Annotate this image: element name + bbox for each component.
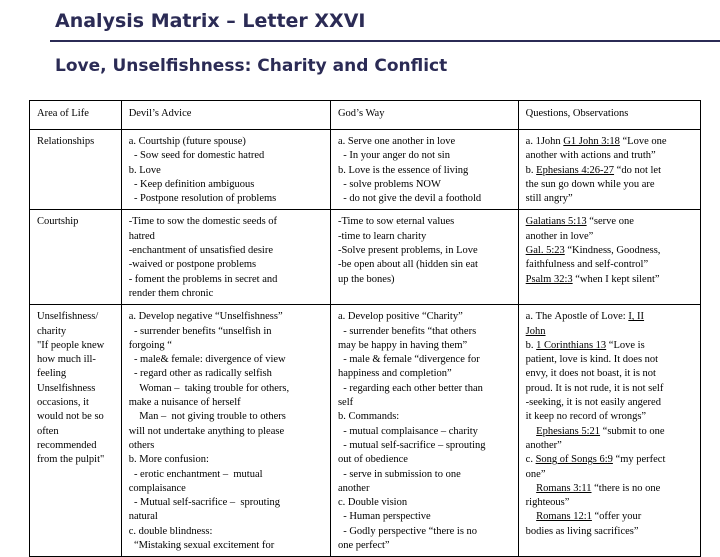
scripture-reference: 1 Corinthians 13	[536, 339, 607, 351]
column-header-area-of-life: Area of Life	[30, 101, 122, 130]
cell-line	[37, 396, 115, 410]
text-segment: occasions, it	[37, 397, 89, 409]
cell-line	[338, 325, 512, 339]
cell-line	[129, 149, 324, 163]
cell-line	[338, 353, 512, 367]
text-segment: - serve in submission to one	[337, 468, 461, 480]
cell-line	[526, 273, 694, 287]
cell-line	[129, 287, 324, 301]
cell-line	[129, 215, 324, 229]
text-segment: - foment the problems in secret and	[128, 273, 278, 285]
text-segment: - regard other as radically selfish	[128, 368, 272, 380]
text-segment: c.	[525, 454, 536, 466]
text-segment: make a nuisance of herself	[128, 397, 241, 409]
text-segment: - Sow seed for domestic hatred	[128, 150, 265, 162]
cell-line	[129, 396, 324, 410]
cell-line	[37, 339, 115, 353]
text-segment: Relationships	[37, 136, 95, 147]
cell-line	[129, 525, 324, 539]
cell-line	[129, 496, 324, 510]
cell-line	[338, 310, 512, 324]
cell-line	[526, 453, 694, 467]
scripture-reference: I, II	[628, 311, 645, 323]
text-segment: render them chronic	[128, 287, 214, 299]
text-segment: another”	[525, 439, 562, 451]
cell-unselfishness-gods-way	[330, 305, 518, 557]
cell-courtship-devils-advice	[121, 210, 330, 305]
cell-line	[526, 439, 694, 453]
cell-line	[338, 482, 512, 496]
text-segment: complaisance	[128, 482, 186, 494]
cell-line	[129, 339, 324, 353]
text-segment: -seeking, it is not easily angered	[525, 397, 661, 409]
page-title: Analysis Matrix – Letter XXVI	[55, 10, 366, 32]
cell-line	[338, 468, 512, 482]
cell-line	[338, 525, 512, 539]
cell-line	[526, 215, 694, 229]
cell-line	[338, 396, 512, 410]
text-segment: “Mistaking sexual excitement for	[128, 540, 275, 552]
cell-line	[338, 539, 512, 553]
scripture-reference: Psalm 32:3	[525, 273, 573, 285]
cell-line	[526, 396, 694, 410]
text-segment: c. Double vision	[337, 497, 408, 509]
cell-line	[37, 353, 115, 367]
cell-line	[526, 135, 694, 149]
cell-line	[338, 273, 512, 287]
text-segment: faithfulness and self-control”	[525, 259, 649, 271]
text-segment: would not be so	[37, 411, 104, 423]
text-segment: - surrender benefits “that others	[337, 325, 477, 337]
cell-line	[338, 339, 512, 353]
text-segment: patient, love is kind. It does not	[525, 354, 659, 366]
cell-line	[37, 382, 115, 396]
cell-line	[129, 510, 324, 524]
text-segment: - Postpone resolution of problems	[128, 193, 277, 205]
text-segment: one”	[525, 468, 546, 480]
text-segment: -waived or postpone problems	[128, 259, 257, 271]
cell-line	[129, 310, 324, 324]
text-segment: - Godly perspective “there is no	[337, 525, 478, 537]
cell-line	[129, 539, 324, 553]
text-segment: - surrender benefits “unselfish in	[128, 325, 272, 337]
cell-line	[338, 230, 512, 244]
text-segment: “do not let	[614, 164, 661, 176]
text-segment: how much ill-	[37, 354, 96, 366]
text-segment: forgoing “	[128, 339, 172, 351]
cell-unselfishness-devils-advice	[121, 305, 330, 557]
cell-line	[526, 353, 694, 367]
table-row-relationships	[30, 130, 701, 210]
text-segment: “my perfect	[612, 454, 666, 466]
cell-line	[129, 468, 324, 482]
cell-line	[129, 382, 324, 396]
scripture-reference: G1 John 3:18	[563, 136, 620, 147]
cell-line	[526, 382, 694, 396]
cell-line	[129, 482, 324, 496]
scripture-reference: Ephesians 4:26-27	[536, 164, 615, 176]
cell-line	[526, 325, 694, 339]
cell-line	[37, 215, 115, 229]
cell-line	[129, 367, 324, 381]
scripture-reference: Galatians 5:13	[525, 216, 587, 228]
scripture-reference: Romans 12:1	[536, 511, 592, 523]
text-segment: still angry”	[525, 193, 573, 205]
cell-line	[129, 453, 324, 467]
text-segment: another in love”	[525, 230, 594, 242]
cell-line	[37, 367, 115, 381]
text-segment: out of obedience	[337, 454, 408, 466]
text-segment: - solve problems NOW	[337, 178, 441, 190]
text-segment: Unselfishness/	[37, 311, 99, 323]
text-segment: a. 1John	[525, 136, 564, 147]
cell-line	[37, 453, 115, 467]
cell-line	[338, 439, 512, 453]
cell-relationships-devils-advice	[121, 130, 330, 210]
text-segment: c. double blindness:	[128, 525, 213, 537]
scripture-reference: John	[525, 325, 546, 337]
cell-line	[526, 230, 694, 244]
text-segment: will not undertake anything to please	[128, 425, 285, 437]
cell-line	[338, 135, 512, 149]
text-segment: “submit to one	[600, 425, 665, 437]
text-segment: self	[337, 397, 354, 409]
text-segment: Woman – taking trouble for others,	[128, 382, 290, 394]
text-segment: a. The Apostle of Love:	[525, 311, 629, 323]
cell-line	[338, 453, 512, 467]
cell-line	[37, 439, 115, 453]
text-segment: “serve one	[586, 216, 634, 228]
text-segment: righteous”	[525, 497, 570, 509]
title-divider	[50, 40, 720, 42]
cell-line	[338, 215, 512, 229]
text-segment: a. Serve one another in love	[337, 136, 456, 147]
cell-relationships-area-of-life	[30, 130, 122, 210]
text-segment: proud. It is not rude, it is not self	[525, 382, 664, 394]
text-segment: b. More confusion:	[128, 454, 209, 466]
cell-line	[526, 468, 694, 482]
text-segment: another with actions and truth”	[525, 150, 656, 162]
text-segment: -Time to sow eternal values	[337, 216, 455, 228]
cell-line	[37, 410, 115, 424]
table-row-unselfishness	[30, 305, 701, 557]
text-segment: a. Develop positive “Charity”	[337, 311, 463, 323]
cell-line	[526, 310, 694, 324]
cell-courtship-area-of-life	[30, 210, 122, 305]
cell-line	[338, 510, 512, 524]
cell-unselfishness-area-of-life	[30, 305, 122, 557]
table-body	[30, 130, 701, 557]
cell-line	[338, 178, 512, 192]
text-segment: from the pulpit"	[37, 454, 105, 466]
text-segment: - Keep definition ambiguous	[128, 178, 255, 190]
page-subtitle: Love, Unselfishness: Charity and Conflict	[55, 56, 448, 76]
text-segment	[526, 426, 537, 437]
cell-line	[526, 178, 694, 192]
scripture-reference: Ephesians 5:21	[536, 425, 601, 437]
cell-line	[129, 353, 324, 367]
text-segment: a. Courtship (future spouse)	[128, 136, 246, 147]
cell-line	[37, 325, 115, 339]
cell-line	[338, 425, 512, 439]
cell-line	[526, 482, 694, 496]
text-segment: b.	[525, 339, 537, 351]
cell-line	[129, 164, 324, 178]
text-segment: -enchantment of unsatisfied desire	[128, 245, 274, 257]
text-segment: b. Love is the essence of living	[337, 164, 469, 176]
text-segment: “Love is	[606, 339, 645, 351]
cell-line	[338, 258, 512, 272]
text-segment: “when I kept silent”	[572, 273, 660, 285]
cell-line	[129, 244, 324, 258]
text-segment: b.	[525, 164, 537, 176]
text-segment: - erotic enchantment – mutual	[128, 468, 263, 480]
scripture-reference: Gal. 5:23	[525, 245, 565, 257]
text-segment: - do not give the devil a foothold	[337, 193, 482, 205]
cell-line	[338, 496, 512, 510]
text-segment: b. Love	[128, 164, 161, 176]
cell-line	[526, 192, 694, 206]
text-segment: it keep no record of wrongs”	[525, 411, 647, 423]
cell-line	[526, 410, 694, 424]
table-header-row	[30, 101, 701, 130]
text-segment: the sun go down while you are	[525, 178, 655, 190]
column-header-questions-observations: Questions, Observations	[518, 101, 700, 130]
text-segment: envy, it does not boast, it is not	[525, 368, 656, 380]
cell-relationships-gods-way	[330, 130, 518, 210]
cell-line	[129, 425, 324, 439]
text-segment: others	[128, 439, 155, 451]
cell-line	[129, 410, 324, 424]
cell-line	[526, 496, 694, 510]
text-segment: - Mutual self-sacrifice – sprouting	[128, 497, 281, 509]
text-segment: Unselfishness	[37, 382, 96, 394]
text-segment: one perfect”	[337, 540, 390, 552]
text-segment: - In your anger do not sin	[337, 150, 450, 162]
cell-line	[338, 192, 512, 206]
text-segment	[526, 511, 537, 522]
scripture-reference: Romans 3:11	[536, 482, 592, 494]
cell-courtship-questions-observations	[518, 210, 700, 305]
text-segment: Courtship	[37, 216, 79, 228]
cell-line	[526, 164, 694, 178]
text-segment: bodies as living sacrifices”	[525, 525, 639, 537]
cell-line	[526, 258, 694, 272]
cell-line	[526, 367, 694, 381]
text-segment: up the bones)	[337, 273, 395, 285]
cell-line	[338, 244, 512, 258]
text-segment: - mutual self-sacrifice – sprouting	[337, 439, 486, 451]
text-segment: “Love one	[619, 136, 667, 147]
text-segment: -Time to sow the domestic seeds of	[128, 216, 278, 228]
cell-line	[129, 273, 324, 287]
cell-unselfishness-questions-observations	[518, 305, 700, 557]
cell-line	[338, 164, 512, 178]
text-segment: Man – not giving trouble to others	[128, 411, 286, 423]
cell-line	[129, 439, 324, 453]
cell-line	[526, 510, 694, 524]
text-segment: happiness and completion”	[337, 368, 452, 380]
cell-courtship-gods-way	[330, 210, 518, 305]
cell-line	[338, 382, 512, 396]
cell-line	[37, 310, 115, 324]
text-segment: hatred	[128, 230, 155, 242]
text-segment	[526, 483, 537, 494]
cell-line	[129, 258, 324, 272]
text-segment: - male & female “divergence for	[337, 354, 480, 366]
cell-line	[526, 149, 694, 163]
cell-line	[338, 149, 512, 163]
text-segment: another	[337, 482, 370, 494]
text-segment: -be open about all (hidden sin eat	[337, 259, 478, 271]
text-segment: b. Commands:	[337, 411, 400, 423]
text-segment: “offer your	[591, 511, 642, 523]
table-row-courtship	[30, 210, 701, 305]
column-header-gods-way: God’s Way	[330, 101, 518, 130]
cell-line	[526, 339, 694, 353]
text-segment: recommended	[37, 439, 97, 451]
text-segment: natural	[128, 511, 158, 523]
cell-line	[129, 230, 324, 244]
text-segment: charity	[37, 325, 67, 337]
text-segment: may be happy in having them”	[337, 339, 468, 351]
text-segment: -Solve present problems, in Love	[337, 245, 478, 257]
text-segment: -time to learn charity	[337, 230, 427, 242]
analysis-matrix-table	[29, 100, 701, 557]
cell-relationships-questions-observations	[518, 130, 700, 210]
text-segment: - regarding each other better than	[337, 382, 483, 394]
text-segment: - mutual complaisance – charity	[337, 425, 478, 437]
text-segment: "If people knew	[37, 339, 105, 351]
cell-line	[526, 425, 694, 439]
cell-line	[129, 325, 324, 339]
text-segment: - male& female: divergence of view	[128, 354, 286, 366]
cell-line	[129, 178, 324, 192]
cell-line	[338, 410, 512, 424]
cell-line	[37, 425, 115, 439]
text-segment: “there is no one	[591, 482, 661, 494]
column-header-devils-advice: Devil’s Advice	[121, 101, 330, 130]
cell-line	[338, 367, 512, 381]
text-segment: - Human perspective	[337, 511, 431, 523]
text-segment: feeling	[37, 368, 67, 380]
text-segment: a. Develop negative “Unselfishness”	[128, 311, 283, 323]
cell-line	[526, 244, 694, 258]
cell-line	[526, 525, 694, 539]
cell-line	[129, 192, 324, 206]
scripture-reference: Song of Songs 6:9	[535, 454, 613, 466]
cell-line	[37, 135, 115, 149]
text-segment: “Kindness, Goodness,	[564, 245, 661, 257]
cell-line	[129, 135, 324, 149]
text-segment: often	[37, 425, 59, 437]
